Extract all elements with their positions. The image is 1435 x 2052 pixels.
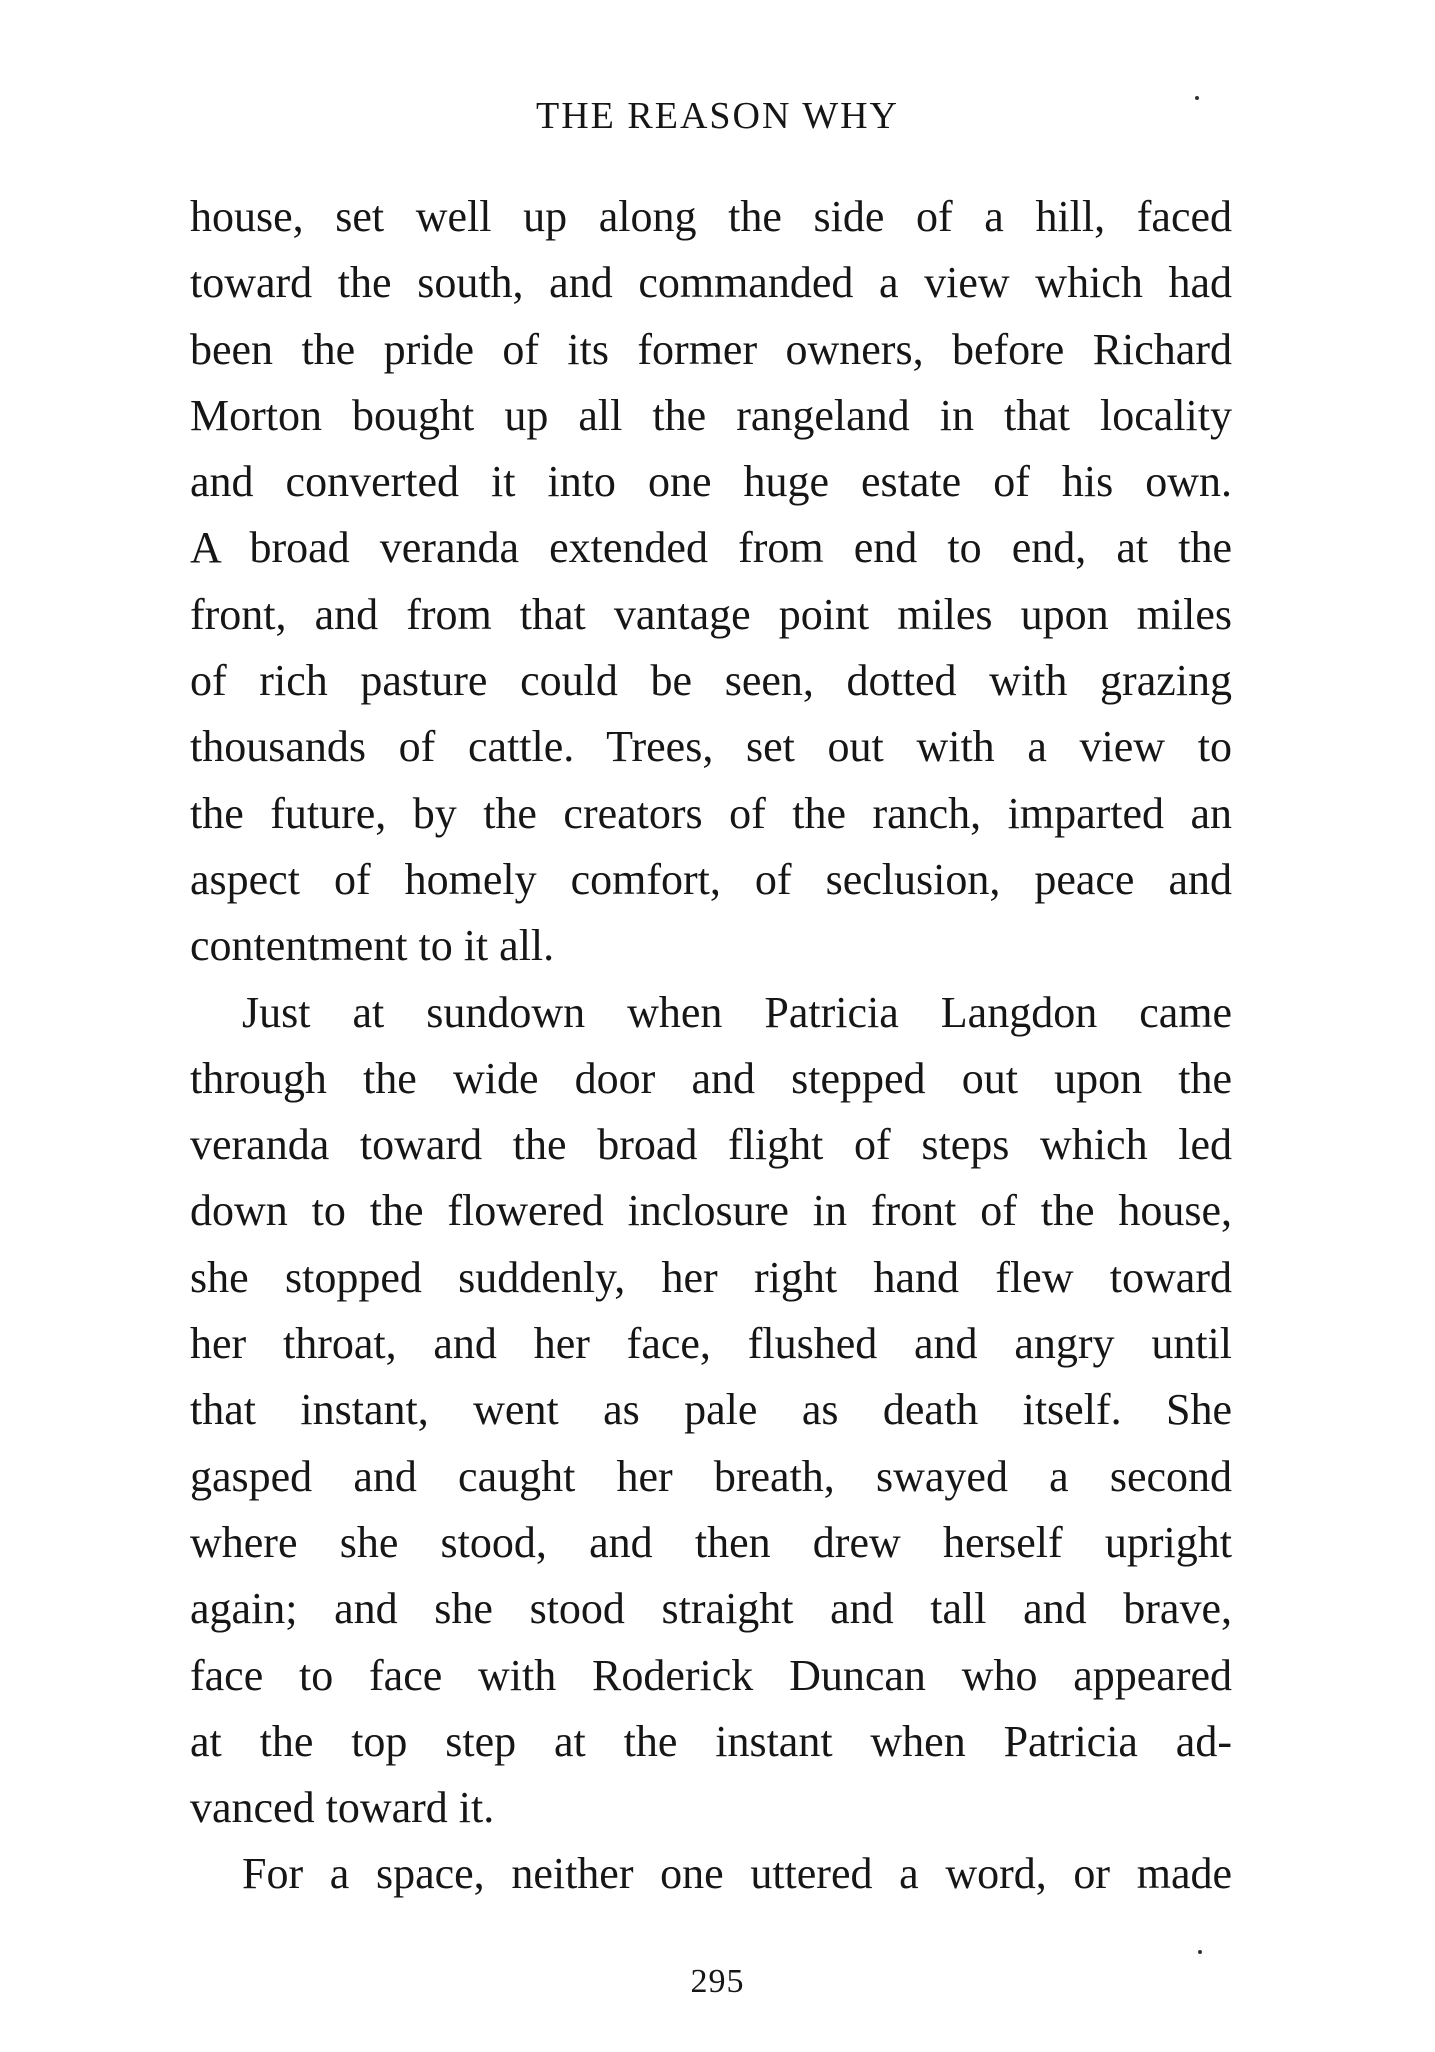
text-line: toward the south, and commanded a view which had [190,258,1232,308]
text-line: Morton bought up all the rangeland in that locality [190,390,1232,440]
text-line: through the wide door and stepped out upon the [190,1053,1232,1103]
text-line: the future, by the creators of the ranch, imparted an [190,788,1232,838]
text-line: house, set well up along the side of a hill, faced [190,192,1232,241]
page-number: 295 [690,1963,745,2000]
text-line: Just at sundown when Patricia Langdon came [242,987,1232,1037]
text-line: at the top step at the instant when Patricia ad- [190,1716,1232,1766]
text-line: again; and she stood straight and tall and brave, [190,1584,1232,1634]
text-line: thousands of cattle. Trees, set out with a view to [190,722,1232,772]
text-line: of rich pasture could be seen, dotted with grazing [190,656,1232,706]
running-head: THE REASON WHY [536,95,899,137]
paragraph-2 [190,980,1232,1842]
text-line: gasped and caught her breath, swayed a second [190,1451,1232,1501]
text-line: For a space, neither one uttered a word, or made [242,1849,1232,1899]
text-line: her throat, and her face, flushed and angry until [190,1319,1232,1369]
text-line: contentment to it all. [190,921,555,971]
print-speck [1195,96,1199,100]
text-line: been the pride of its former owners, before Richard [190,324,1232,374]
paragraph-1 [190,184,1232,980]
text-line: that instant, went as pale as death itself. She [190,1385,1232,1435]
text-line: where she stood, and then drew herself upright [190,1517,1232,1567]
text-line: vanced toward it. [190,1783,495,1833]
text-line: she stopped suddenly, her right hand flew toward [190,1252,1232,1302]
text-line: down to the flowered inclosure in front of the house, [190,1186,1232,1236]
print-speck [1198,1950,1202,1954]
text-line: front, and from that vantage point miles upon miles [190,589,1232,639]
body-text [190,184,1232,1908]
text-line: and converted it into one huge estate of his own. [190,457,1232,507]
text-line: face to face with Roderick Duncan who appeared [190,1650,1232,1700]
paragraph-3 [190,1841,1232,1907]
text-line: aspect of homely comfort, of seclusion, peace and [190,854,1232,904]
text-line: A broad veranda extended from end to end, at the [190,523,1232,573]
text-line: veranda toward the broad flight of steps which led [190,1120,1232,1170]
